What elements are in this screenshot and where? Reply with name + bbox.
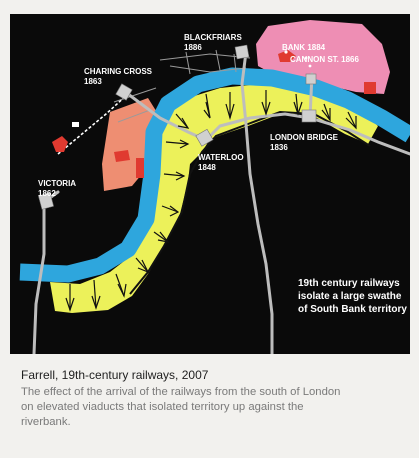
label-blackfriars: BLACKFRIARS (184, 33, 242, 42)
caption (21, 368, 351, 431)
label-cannon-st: CANNON ST. 1866 (290, 55, 359, 64)
small-landmark (72, 122, 79, 127)
annotation-line-3: of South Bank territory (298, 304, 407, 315)
parliament-landmark (136, 158, 144, 178)
annotation-line-1: 19th century railways (298, 278, 400, 289)
station-blackfriars (235, 45, 249, 59)
tower-landmark (364, 82, 376, 94)
label-blackfriars-year: 1886 (184, 43, 202, 52)
label-bank: BANK 1884 (282, 43, 326, 52)
label-victoria: VICTORIA (38, 179, 77, 188)
station-london-bridge (302, 110, 316, 122)
label-victoria-year: 1862 (38, 189, 56, 198)
station-cannon-st (306, 74, 316, 84)
label-waterloo-year: 1848 (198, 163, 216, 172)
caption-title: Farrell, 19th-century railways, 2007 (21, 368, 209, 382)
annotation-line-2: isolate a large swathe (298, 291, 402, 302)
label-waterloo: WATERLOO (198, 153, 244, 162)
label-charing-cross-year: 1863 (84, 77, 102, 86)
label-london-bridge: LONDON BRIDGE (270, 133, 338, 142)
label-london-bridge-year: 1836 (270, 143, 288, 152)
westminster-landmark (114, 150, 130, 162)
railway-map (10, 14, 410, 354)
caption-description: The effect of the arrival of the railways from the south of London on elevated viaducts that isolated territory up against the riverbank. (21, 386, 341, 429)
label-charing-cross: CHARING CROSS (84, 67, 153, 76)
